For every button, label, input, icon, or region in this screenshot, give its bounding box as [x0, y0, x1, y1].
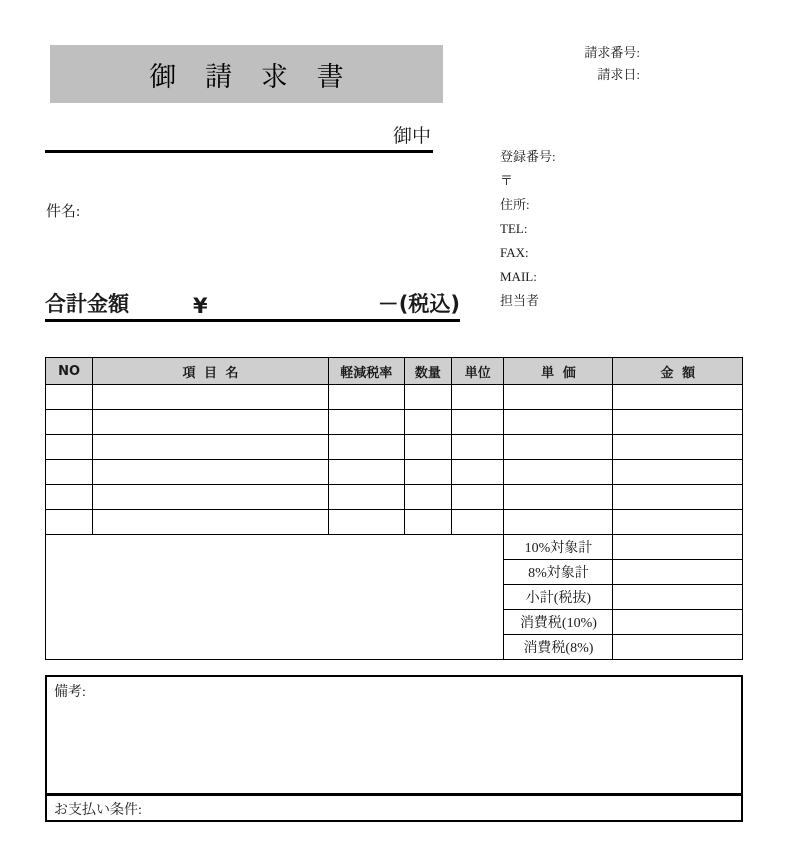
cell-quantity[interactable] [404, 485, 451, 510]
tel-label: TEL: [500, 221, 528, 236]
issuer-info [500, 145, 750, 313]
invoice-date-label: 請求日: [597, 67, 640, 82]
cell-quantity[interactable] [404, 410, 451, 435]
cell-quantity[interactable] [404, 510, 451, 535]
line-items-table [45, 357, 743, 660]
cell-amount[interactable] [613, 460, 743, 485]
cell-amount[interactable] [613, 410, 743, 435]
cell-unit[interactable] [452, 385, 504, 410]
address-label: 住所: [500, 197, 530, 212]
cell-quantity[interactable] [404, 435, 451, 460]
invoice-number-label: 請求番号: [584, 45, 640, 60]
cell-no[interactable] [46, 385, 93, 410]
summary-blank-area [46, 535, 504, 660]
table-header-row [46, 358, 743, 385]
summary-row [46, 535, 743, 560]
contact-person-label: 担当者 [500, 293, 540, 308]
cell-item-name[interactable] [93, 510, 328, 535]
column-header-no: NO [46, 358, 93, 385]
summary-label-total-8-percent: 8%対象計 [504, 560, 613, 585]
column-header-unit-price: 単 価 [504, 358, 613, 385]
remarks-box[interactable] [45, 675, 743, 795]
table-row[interactable] [46, 410, 743, 435]
cell-item-name[interactable] [93, 460, 328, 485]
cell-amount[interactable] [613, 485, 743, 510]
cell-amount[interactable] [613, 435, 743, 460]
cell-no[interactable] [46, 510, 93, 535]
table-body [46, 385, 743, 660]
cell-unit-price[interactable] [504, 385, 613, 410]
cell-amount[interactable] [613, 510, 743, 535]
table-row[interactable] [46, 510, 743, 535]
cell-item-name[interactable] [93, 435, 328, 460]
postal-code-mark: 〒 [500, 173, 514, 188]
cell-unit[interactable] [452, 485, 504, 510]
summary-value-total-10-percent[interactable] [613, 535, 743, 560]
cell-reduced-tax-rate[interactable] [328, 435, 404, 460]
invoice-meta [460, 42, 640, 86]
currency-symbol: ¥ [193, 294, 208, 318]
table-row[interactable] [46, 460, 743, 485]
document-title-band [50, 45, 443, 103]
summary-value-subtotal-excl-tax[interactable] [613, 585, 743, 610]
cell-unit-price[interactable] [504, 460, 613, 485]
cell-reduced-tax-rate[interactable] [328, 510, 404, 535]
addressee-honorific: 御中 [392, 126, 431, 147]
fax-label: FAX: [500, 245, 529, 260]
grand-total-label: 合計金額 [45, 292, 129, 316]
cell-reduced-tax-rate[interactable] [328, 460, 404, 485]
cell-unit[interactable] [452, 460, 504, 485]
summary-value-consumption-tax-8[interactable] [613, 635, 743, 660]
subject-label: 件名: [46, 204, 81, 220]
column-header-reduced-tax-rate: 軽減税率 [328, 358, 404, 385]
cell-item-name[interactable] [93, 385, 328, 410]
page-title: 御 請 求 書 [149, 61, 355, 92]
grand-total-row [45, 292, 460, 322]
cell-no[interactable] [46, 435, 93, 460]
cell-unit[interactable] [452, 510, 504, 535]
remarks-label: 備考: [54, 685, 86, 700]
mail-label: MAIL: [500, 269, 537, 284]
cell-reduced-tax-rate[interactable] [328, 485, 404, 510]
cell-unit-price[interactable] [504, 410, 613, 435]
summary-label-consumption-tax-8: 消費税(8%) [504, 635, 613, 660]
summary-value-total-8-percent[interactable] [613, 560, 743, 585]
column-header-quantity: 数量 [404, 358, 451, 385]
cell-amount[interactable] [613, 385, 743, 410]
cell-no[interactable] [46, 485, 93, 510]
summary-label-total-10-percent: 10%対象計 [504, 535, 613, 560]
cell-unit[interactable] [452, 410, 504, 435]
cell-item-name[interactable] [93, 410, 328, 435]
table-row[interactable] [46, 385, 743, 410]
summary-value-consumption-tax-10[interactable] [613, 610, 743, 635]
cell-quantity[interactable] [404, 460, 451, 485]
cell-reduced-tax-rate[interactable] [328, 385, 404, 410]
cell-unit-price[interactable] [504, 485, 613, 510]
addressee-field[interactable] [45, 125, 433, 153]
cell-unit[interactable] [452, 435, 504, 460]
cell-item-name[interactable] [93, 485, 328, 510]
table-row[interactable] [46, 485, 743, 510]
summary-label-subtotal-excl-tax: 小計(税抜) [504, 585, 613, 610]
table-row[interactable] [46, 435, 743, 460]
column-header-item-name: 項 目 名 [93, 358, 328, 385]
cell-no[interactable] [46, 410, 93, 435]
column-header-amount: 金 額 [613, 358, 743, 385]
cell-no[interactable] [46, 460, 93, 485]
cell-unit-price[interactable] [504, 510, 613, 535]
grand-total-value: －(税込) [377, 292, 460, 316]
cell-reduced-tax-rate[interactable] [328, 410, 404, 435]
cell-quantity[interactable] [404, 385, 451, 410]
summary-label-consumption-tax-10: 消費税(10%) [504, 610, 613, 635]
registration-number-label: 登録番号: [500, 149, 556, 164]
payment-terms-box[interactable] [45, 795, 743, 822]
cell-unit-price[interactable] [504, 435, 613, 460]
payment-terms-label: お支払い条件: [54, 803, 142, 818]
column-header-unit: 単位 [452, 358, 504, 385]
